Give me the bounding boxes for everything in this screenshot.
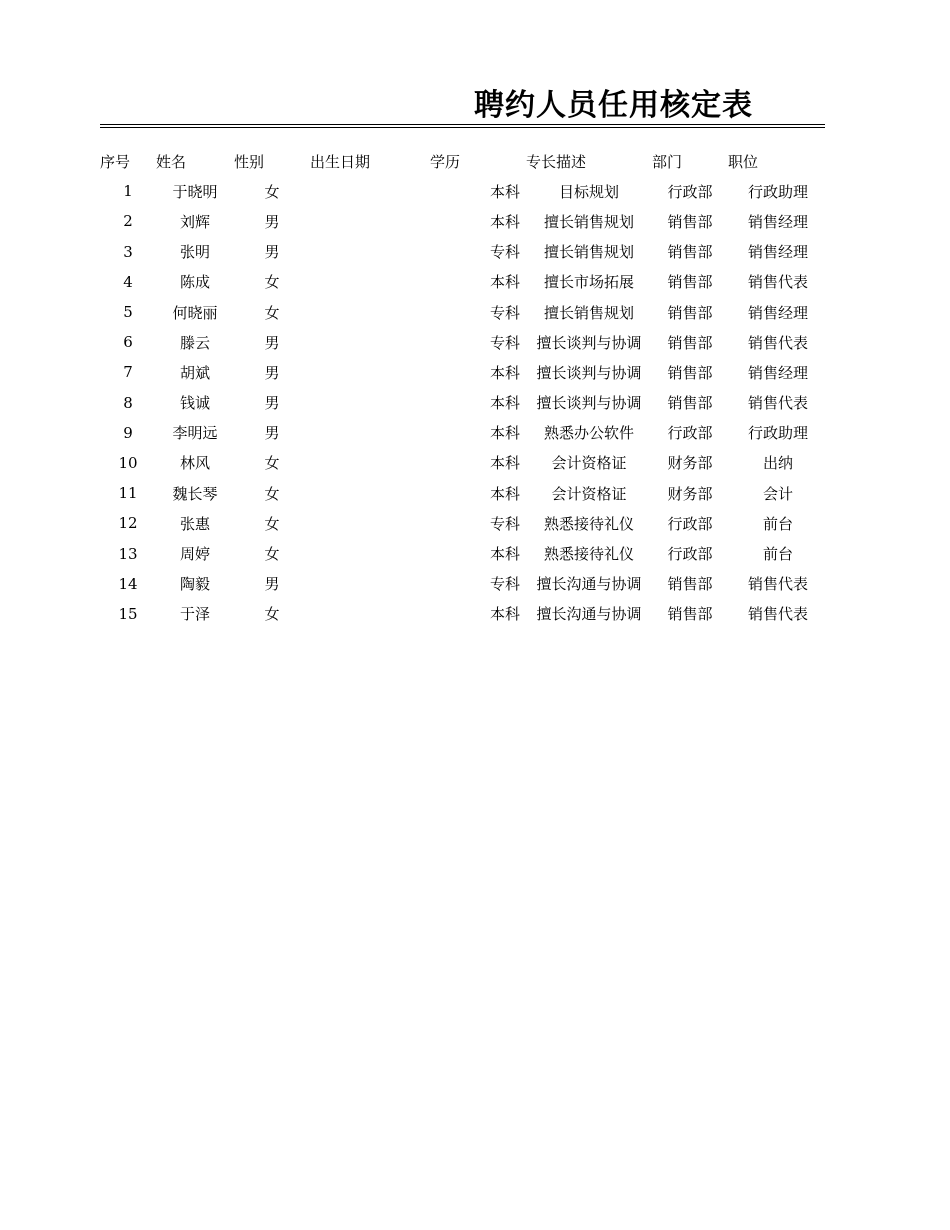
header-department: 部门 bbox=[652, 152, 683, 171]
cell-birthdate bbox=[310, 508, 430, 538]
cell-gender: 女 bbox=[264, 454, 280, 473]
cell-specialty: 擅长谈判与协调 bbox=[536, 333, 642, 352]
cell-department: 销售部 bbox=[667, 243, 713, 262]
header-education: 学历 bbox=[430, 152, 461, 171]
cell-department: 销售部 bbox=[667, 605, 713, 624]
cell-position: 销售经理 bbox=[747, 212, 808, 231]
table-row bbox=[100, 327, 828, 357]
cell-specialty: 擅长沟通与协调 bbox=[536, 605, 642, 624]
cell-name: 胡斌 bbox=[179, 363, 210, 382]
cell-index: 15 bbox=[118, 604, 138, 623]
cell-index: 14 bbox=[118, 574, 138, 593]
cell-department: 行政部 bbox=[667, 545, 713, 564]
cell-specialty: 熟悉接待礼仪 bbox=[543, 545, 634, 564]
cell-birthdate bbox=[310, 538, 430, 568]
cell-index: 13 bbox=[118, 544, 138, 563]
cell-position: 销售代表 bbox=[747, 273, 808, 292]
cell-department: 销售部 bbox=[667, 575, 713, 594]
cell-education: 本科 bbox=[489, 605, 520, 624]
cell-name: 陈成 bbox=[179, 273, 210, 292]
title-underline-top bbox=[100, 124, 825, 125]
cell-index: 3 bbox=[123, 242, 133, 261]
cell-position: 出纳 bbox=[762, 454, 793, 473]
cell-position: 行政助理 bbox=[747, 182, 808, 201]
cell-specialty: 会计资格证 bbox=[551, 484, 627, 503]
cell-birthdate bbox=[310, 448, 430, 478]
cell-name: 林风 bbox=[179, 454, 210, 473]
cell-specialty: 熟悉办公软件 bbox=[543, 424, 634, 443]
cell-index: 5 bbox=[123, 303, 133, 322]
cell-name: 陶毅 bbox=[179, 575, 210, 594]
table-row bbox=[100, 478, 828, 508]
cell-gender: 男 bbox=[264, 363, 280, 382]
cell-position: 销售经理 bbox=[747, 363, 808, 382]
header-name: 姓名 bbox=[156, 152, 187, 171]
cell-department: 销售部 bbox=[667, 212, 713, 231]
cell-birthdate bbox=[310, 206, 430, 236]
header-birthdate: 出生日期 bbox=[310, 152, 371, 171]
cell-department: 销售部 bbox=[667, 333, 713, 352]
table-row bbox=[100, 599, 828, 629]
cell-index: 4 bbox=[123, 272, 133, 291]
cell-position: 销售代表 bbox=[747, 394, 808, 413]
cell-specialty: 擅长市场拓展 bbox=[543, 273, 634, 292]
cell-specialty: 擅长谈判与协调 bbox=[536, 363, 642, 382]
cell-index: 9 bbox=[123, 423, 133, 442]
cell-gender: 女 bbox=[264, 484, 280, 503]
cell-index: 8 bbox=[123, 393, 133, 412]
header-position: 职位 bbox=[728, 152, 759, 171]
cell-education: 专科 bbox=[489, 333, 520, 352]
cell-education: 本科 bbox=[489, 484, 520, 503]
cell-gender: 男 bbox=[264, 243, 280, 262]
cell-name: 周婷 bbox=[179, 545, 210, 564]
cell-education: 专科 bbox=[489, 575, 520, 594]
cell-education: 本科 bbox=[489, 545, 520, 564]
cell-index: 7 bbox=[123, 363, 133, 382]
cell-education: 本科 bbox=[489, 363, 520, 382]
table-row bbox=[100, 388, 828, 418]
cell-department: 行政部 bbox=[667, 424, 713, 443]
cell-birthdate bbox=[310, 327, 430, 357]
cell-gender: 女 bbox=[264, 514, 280, 533]
cell-specialty: 会计资格证 bbox=[551, 454, 627, 473]
cell-index: 11 bbox=[118, 484, 138, 503]
cell-education: 专科 bbox=[489, 514, 520, 533]
cell-name: 于晓明 bbox=[172, 182, 218, 201]
cell-gender: 男 bbox=[264, 424, 280, 443]
table-row bbox=[100, 357, 828, 387]
cell-birthdate bbox=[310, 176, 430, 206]
cell-birthdate bbox=[310, 267, 430, 297]
cell-position: 前台 bbox=[762, 545, 793, 564]
cell-department: 销售部 bbox=[667, 394, 713, 413]
table-row bbox=[100, 448, 828, 478]
cell-specialty: 擅长沟通与协调 bbox=[536, 575, 642, 594]
cell-name: 于泽 bbox=[179, 605, 210, 624]
cell-position: 销售经理 bbox=[747, 303, 808, 322]
cell-gender: 男 bbox=[264, 333, 280, 352]
cell-education: 专科 bbox=[489, 243, 520, 262]
cell-index: 6 bbox=[123, 333, 133, 352]
table-row bbox=[100, 237, 828, 267]
cell-gender: 女 bbox=[264, 303, 280, 322]
cell-birthdate bbox=[310, 357, 430, 387]
header-gender: 性别 bbox=[234, 152, 265, 171]
cell-index: 10 bbox=[118, 453, 138, 472]
cell-name: 李明远 bbox=[172, 424, 218, 443]
cell-department: 财务部 bbox=[667, 454, 713, 473]
cell-index: 2 bbox=[123, 212, 133, 231]
cell-department: 销售部 bbox=[667, 303, 713, 322]
cell-position: 销售代表 bbox=[747, 333, 808, 352]
cell-education: 本科 bbox=[489, 273, 520, 292]
cell-specialty: 目标规划 bbox=[558, 182, 619, 201]
cell-department: 销售部 bbox=[667, 273, 713, 292]
cell-position: 会计 bbox=[762, 484, 793, 503]
cell-name: 张明 bbox=[179, 243, 210, 262]
cell-name: 何晓丽 bbox=[172, 303, 218, 322]
header-index: 序号 bbox=[100, 152, 131, 171]
table-row bbox=[100, 508, 828, 538]
table-row bbox=[100, 418, 828, 448]
cell-department: 财务部 bbox=[667, 484, 713, 503]
cell-education: 专科 bbox=[489, 303, 520, 322]
table-header-row bbox=[100, 146, 828, 176]
cell-name: 张惠 bbox=[179, 514, 210, 533]
cell-department: 销售部 bbox=[667, 363, 713, 382]
cell-gender: 女 bbox=[264, 605, 280, 624]
cell-name: 钱诚 bbox=[179, 394, 210, 413]
table-row bbox=[100, 569, 828, 599]
cell-gender: 男 bbox=[264, 212, 280, 231]
cell-birthdate bbox=[310, 237, 430, 267]
cell-gender: 男 bbox=[264, 575, 280, 594]
cell-position: 销售代表 bbox=[747, 605, 808, 624]
cell-gender: 女 bbox=[264, 545, 280, 564]
table-row bbox=[100, 538, 828, 568]
cell-birthdate bbox=[310, 418, 430, 448]
table-row bbox=[100, 176, 828, 206]
cell-birthdate bbox=[310, 297, 430, 327]
header-specialty: 专长描述 bbox=[526, 152, 587, 171]
cell-gender: 女 bbox=[264, 182, 280, 201]
cell-index: 1 bbox=[123, 182, 133, 201]
cell-index: 12 bbox=[118, 514, 138, 533]
cell-specialty: 擅长销售规划 bbox=[543, 303, 634, 322]
page-title: 聘约人员任用核定表 bbox=[474, 88, 753, 123]
table-row bbox=[100, 206, 828, 236]
cell-department: 行政部 bbox=[667, 514, 713, 533]
cell-birthdate bbox=[310, 388, 430, 418]
cell-name: 魏长琴 bbox=[172, 484, 218, 503]
cell-education: 本科 bbox=[489, 182, 520, 201]
cell-education: 本科 bbox=[489, 212, 520, 231]
table-row bbox=[100, 297, 828, 327]
cell-gender: 女 bbox=[264, 273, 280, 292]
cell-gender: 男 bbox=[264, 394, 280, 413]
cell-birthdate bbox=[310, 478, 430, 508]
cell-position: 行政助理 bbox=[747, 424, 808, 443]
cell-education: 本科 bbox=[489, 454, 520, 473]
cell-position: 销售经理 bbox=[747, 243, 808, 262]
cell-specialty: 擅长谈判与协调 bbox=[536, 394, 642, 413]
cell-position: 销售代表 bbox=[747, 575, 808, 594]
cell-specialty: 擅长销售规划 bbox=[543, 212, 634, 231]
personnel-table bbox=[100, 146, 828, 629]
cell-education: 本科 bbox=[489, 424, 520, 443]
title-underline-bottom bbox=[100, 127, 825, 128]
cell-name: 刘辉 bbox=[179, 212, 210, 231]
cell-education: 本科 bbox=[489, 394, 520, 413]
cell-specialty: 擅长销售规划 bbox=[543, 243, 634, 262]
cell-name: 滕云 bbox=[179, 333, 210, 352]
table-row bbox=[100, 267, 828, 297]
cell-department: 行政部 bbox=[667, 182, 713, 201]
cell-birthdate bbox=[310, 599, 430, 629]
cell-position: 前台 bbox=[762, 514, 793, 533]
table-body bbox=[100, 176, 828, 629]
cell-specialty: 熟悉接待礼仪 bbox=[543, 514, 634, 533]
cell-birthdate bbox=[310, 569, 430, 599]
